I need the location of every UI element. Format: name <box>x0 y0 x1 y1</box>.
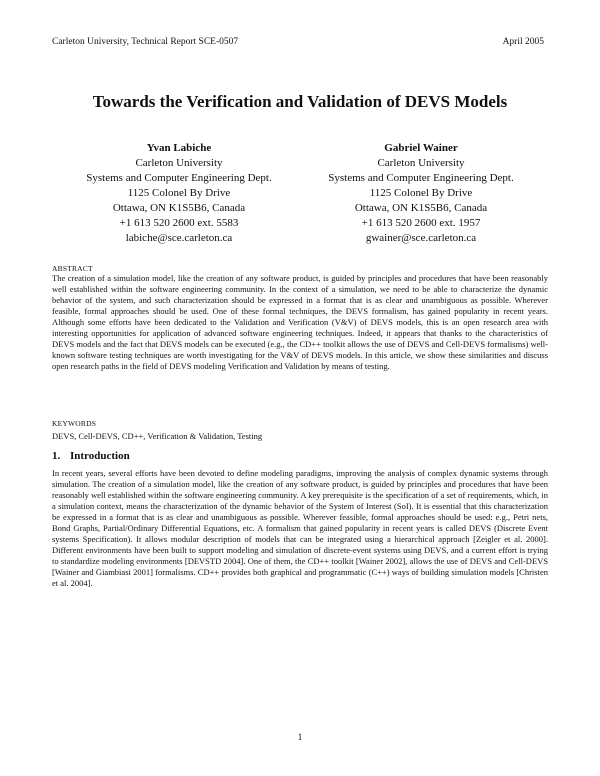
author-name: Yvan Labiche <box>146 142 212 154</box>
author-block <box>59 141 299 246</box>
author-address: 1125 Colonel By Drive <box>127 187 231 199</box>
author-city: Ottawa, ON K1S5B6, Canada <box>354 202 488 214</box>
author-department: Systems and Computer Engineering Dept. <box>328 172 514 184</box>
keywords-heading: KEYWORDS <box>52 419 97 428</box>
author-email: gwainer@sce.carleton.ca <box>365 232 477 244</box>
author-phone: +1 613 520 2600 ext. 1957 <box>361 217 481 229</box>
paper-title: Towards the Verification and Validation of DEVS Models <box>92 92 508 111</box>
author-affiliation: Carleton University <box>135 157 223 169</box>
author-city: Ottawa, ON K1S5B6, Canada <box>112 202 246 214</box>
author-name: Gabriel Wainer <box>384 142 458 154</box>
section-number: 1. <box>52 450 61 462</box>
author-address: 1125 Colonel By Drive <box>369 187 473 199</box>
author-affiliation: Carleton University <box>377 157 465 169</box>
abstract-heading: ABSTRACT <box>52 264 93 273</box>
author-department: Systems and Computer Engineering Dept. <box>86 172 272 184</box>
running-header-date: April 2005 <box>502 37 544 47</box>
keywords-list: DEVS, Cell-DEVS, CD++, Verification & Validation, Testing <box>52 431 263 441</box>
author-block <box>301 141 541 246</box>
page-number: 1 <box>297 733 303 743</box>
author-phone: +1 613 520 2600 ext. 5583 <box>119 217 239 229</box>
section-title: Introduction <box>70 450 130 462</box>
running-header-left: Carleton University, Technical Report SCE-0507 <box>52 37 239 47</box>
introduction-body: In recent years, several efforts have been devoted to define modeling paradigms, improving the analysis of complex dynamic systems through simulation. The creation of a simulation model, like the creation of any software product, is guided by principles and procedures that have been reasonably well established within the software engineering community. A key prerequisite is the specification of a set of requirements, which, in a simulation context, means the characterization of the dynamic behavior of the System of Interest (SoI). It is essential that this characterization be expressed in a format that is as clear and unambiguous as possible. Wherever feasible, formal approaches should be used: e.g., Petri nets, Bond Graphs, Partial/Ordinary Differential Equations, etc. A formalism that gained popularity in recent years is called DEVS (Discrete Event systems Specification). It allows modular description of models that can be integrated using a hierarchical approach [Zeigler et al. 2000]. Different environments have been built to support modeling and simulation of discrete-event systems using DEVS, and a current effort is trying to standardize modeling environments [DEVSTD 2004]. One of them, the CD++ toolkit [Wainer 2002], allows the use of DEVS and Cell-DEVS [Wainer and Giambiasi 2001] formalisms. CD++ provides both graphical and programmatic (C++) ways of building simulation models [Christen et al. 2004]. <box>52 468 548 588</box>
abstract-body: The creation of a simulation model, like the creation of any software product, is guided by principles and procedures that have been reasonably well established within the software engineering community. In the context of a simulation, we need to be able to characterize the dynamic behavior of the system, and such characterization should be expressed in a format that is as clear and unambiguous as possible. Wherever feasible, formal approaches should be used. One of these formal techniques, the DEVS formalism, has gained popularity in recent years. Although some efforts have been dedicated to the Validation and Verification (V&V) of DEVS models, this is an open research area with interesting opportunities for application of advanced software engineering techniques. Indeed, it appears that thanks to the characteristics of DEVS models and the fact that DEVS models can be executed (e.g., the CD++ toolkit allows the use of DEVS and Cell-DEVS formalisms) well-known software testing techniques are worth investigating for the V&V of DEVS models. In this article, we show these similarities and discuss open research paths in the field of DEVS modeling Verification and Validation by means of testing. <box>52 273 548 371</box>
section-heading <box>52 450 130 462</box>
author-email: labiche@sce.carleton.ca <box>125 232 233 244</box>
